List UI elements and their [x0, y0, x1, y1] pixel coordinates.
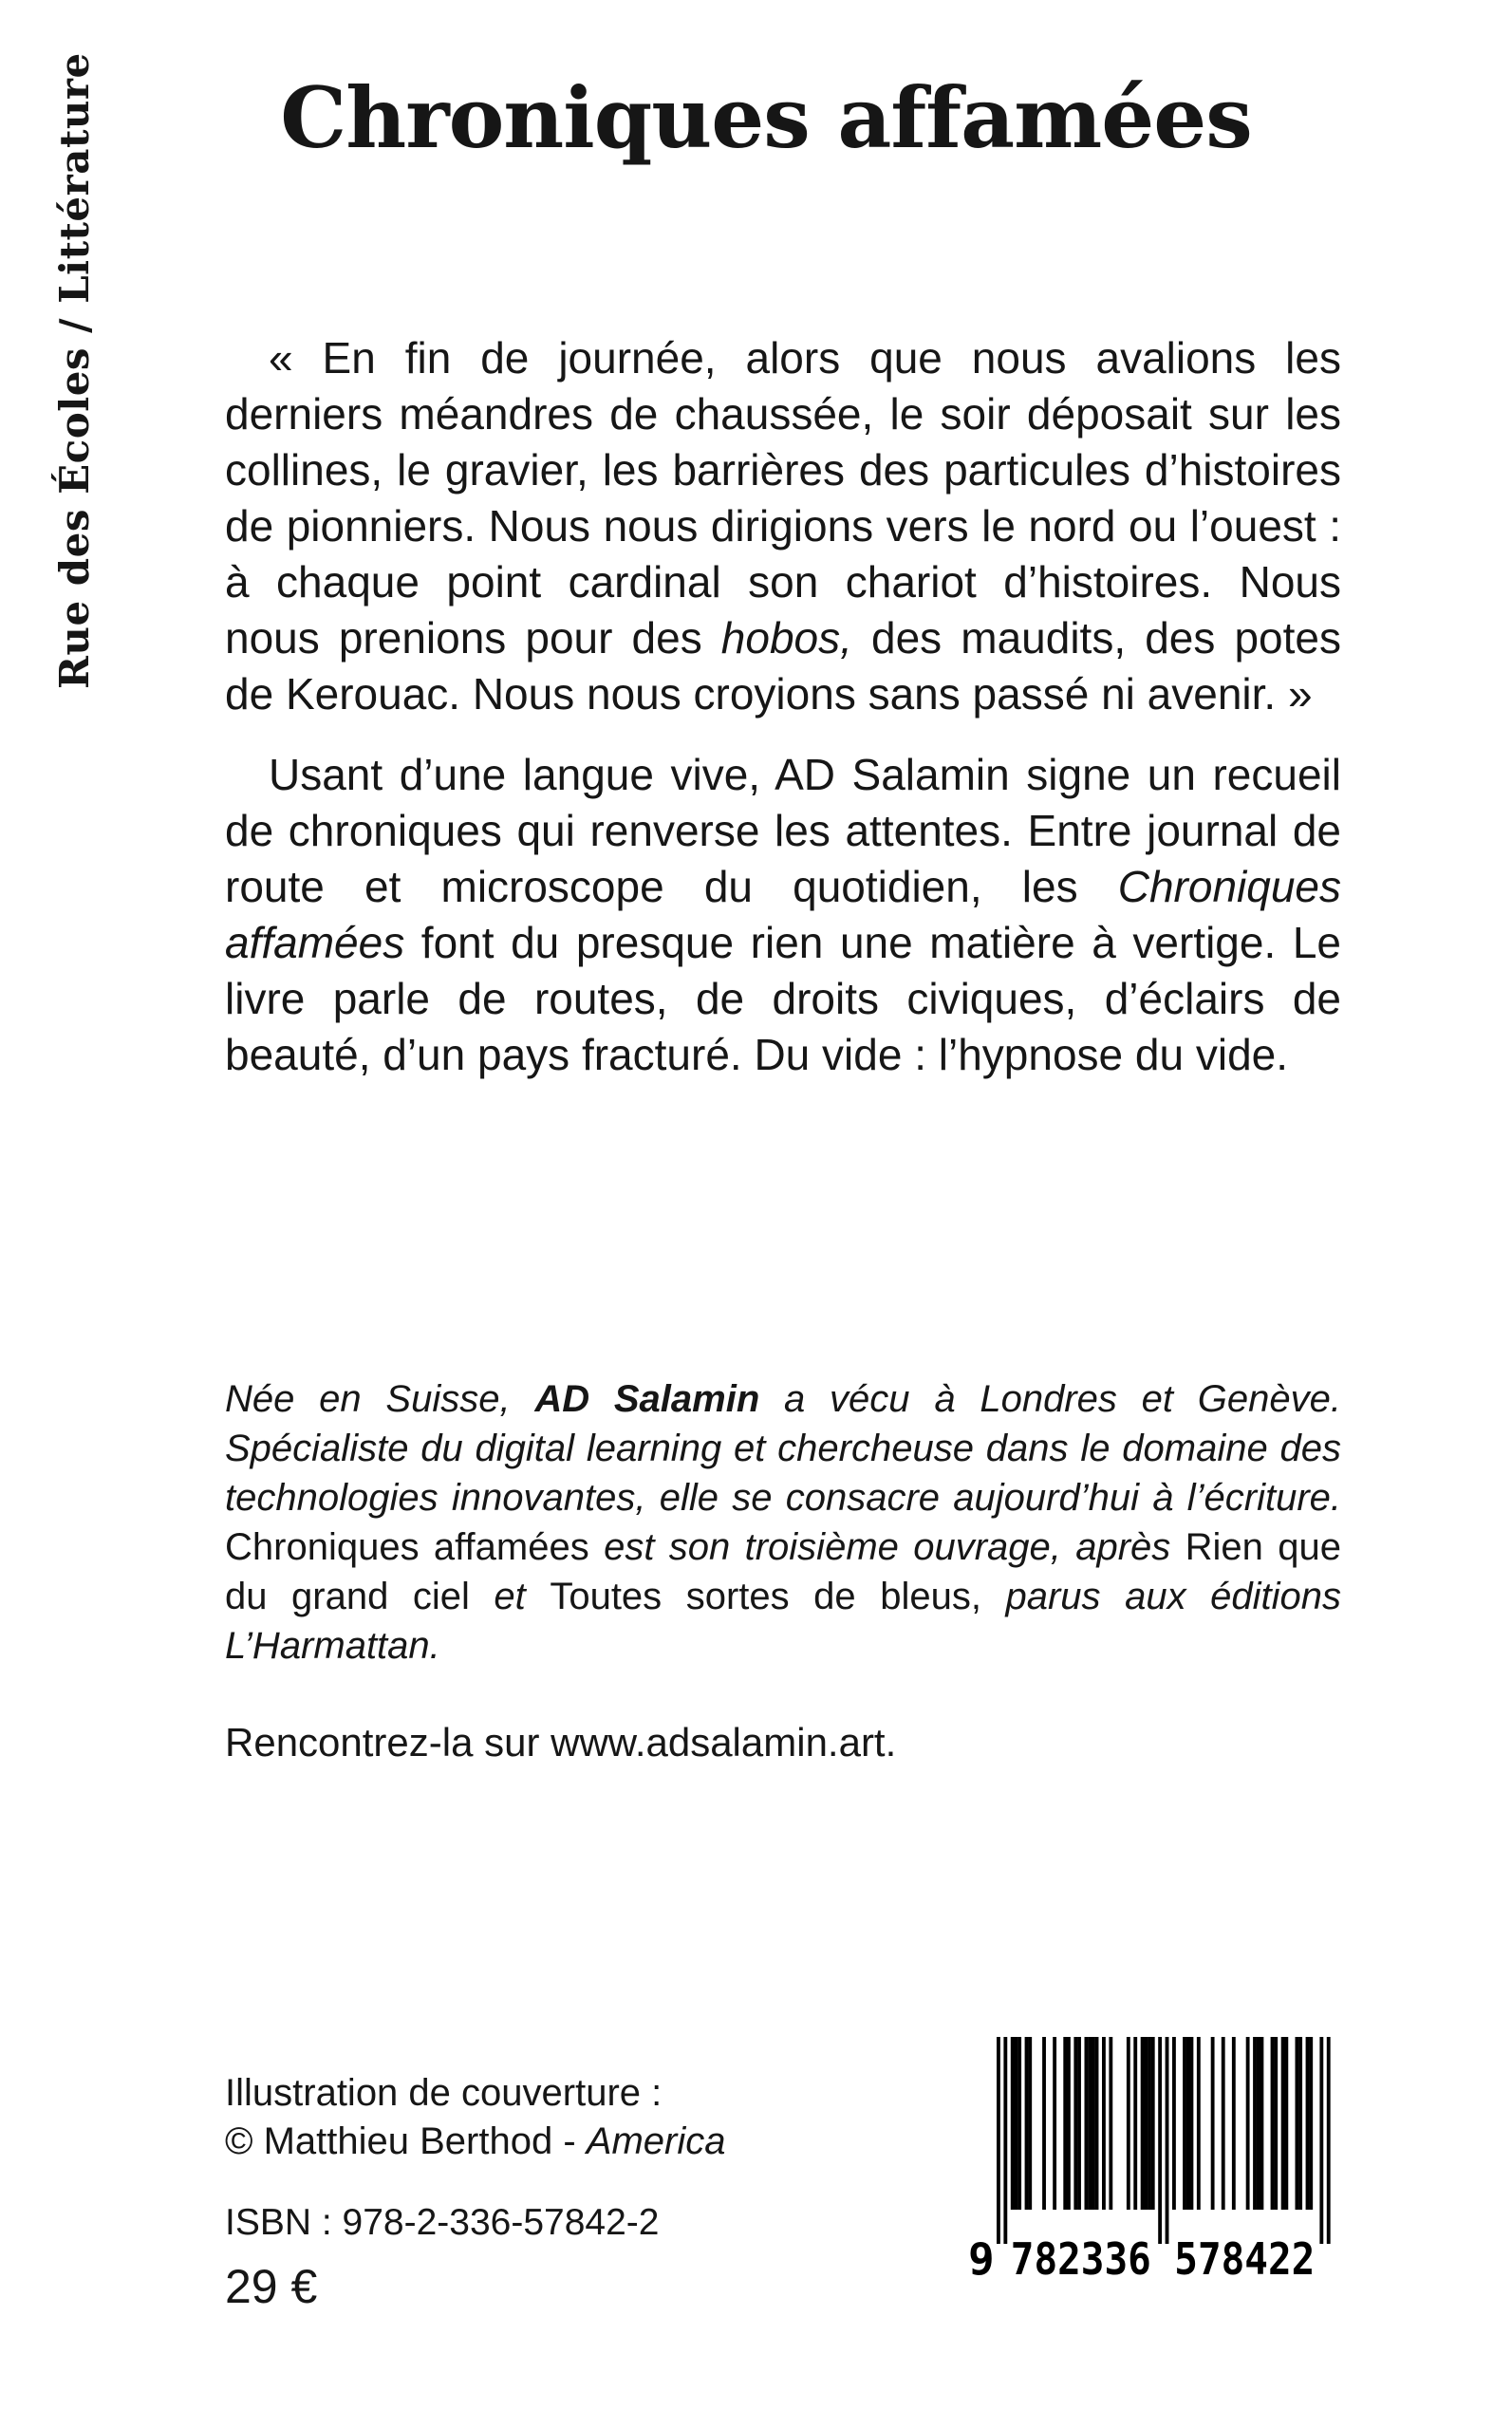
credit-line-illustration: Illustration de couverture :	[225, 2072, 663, 2114]
svg-text:9: 9	[968, 2233, 995, 2280]
back-cover-text	[225, 330, 1341, 1083]
cover-credits	[225, 2069, 725, 2166]
price: 29 €	[225, 2260, 318, 2313]
barcode	[968, 2037, 1335, 2280]
isbn-line: ISBN : 978-2-336-57842-2	[225, 2202, 660, 2243]
quote-paragraph: « En fin de journée, alors que nous avalions les derniers méandres de chaussée, le soir déposait sur les collines, le gravier, les barrières des particules d’histoires de pionniers. Nous nous dirigions vers le nord ou l’ouest : à chaque point cardinal son chariot d’histoires. Nous nous prenions pour des hobos, des maudits, des potes de Kerouac. Nous nous croyions sans passé ni avenir. »	[225, 333, 1341, 719]
svg-text:782336: 782336	[1010, 2233, 1151, 2280]
contact-line: Rencontrez-la sur www.adsalamin.art.	[225, 1720, 897, 1765]
collection-label: Rue des Écoles / Littérature	[51, 52, 98, 689]
credit-line-artist: © Matthieu Berthod - America	[225, 2120, 726, 2162]
author-bio: Née en Suisse, AD Salamin a vécu à Londres et Genève. Spécialiste du digital learning et chercheuse dans le domaine des technologies innovantes, elle se consacre aujourd’hui à l’écriture. Chroniques affamées est son troisième ouvrage, après Rien que du grand ciel et Toutes sortes de bleus, parus aux éditions L’Harmattan.	[225, 1378, 1341, 1667]
synopsis-paragraph: Usant d’une langue vive, AD Salamin signe un recueil de chroniques qui renverse les attentes. Entre journal de route et microscope du quotidien, les Chroniques affamées font du presque rien une matière à vertige. Le livre parle de routes, de droits civiques, d’éclairs de beauté, d’un pays fracturé. Du vide : l’hypnose du vide.	[225, 750, 1341, 1079]
svg-text:578422: 578422	[1174, 2233, 1316, 2280]
book-title: Chroniques affamées	[280, 68, 1252, 167]
